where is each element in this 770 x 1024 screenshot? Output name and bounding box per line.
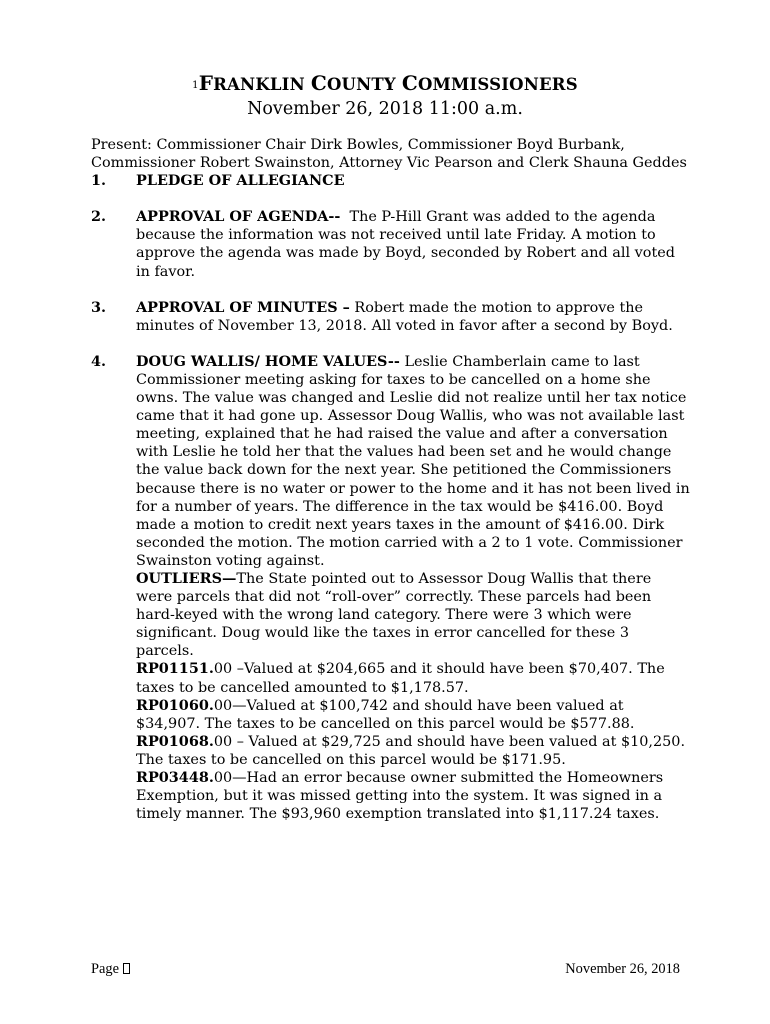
parcel-entry (136, 769, 691, 823)
parcel-id: RP01060. (136, 696, 214, 714)
item-number: 3. (91, 298, 107, 316)
agenda-item-pledge (91, 172, 691, 190)
attendees-paragraph: Present: Commissioner Chair Dirk Bowles, Commissioner Boyd Burbank, Commissioner Robert Swainston, Attorney Vic Pearson and Clerk Shauna Geddes (91, 137, 687, 172)
meeting-date-time: November 26, 2018 11:00 a.m. (247, 99, 523, 119)
outliers-paragraph (136, 570, 691, 660)
parcel-text: 00 –Valued at $204,665 and it should have been $70,407. The taxes to be cancelled amounted to $1,178.57. (136, 661, 665, 696)
page-number-placeholder-icon (123, 963, 130, 974)
parcel-id: RP01068. (136, 732, 214, 750)
parcel-text: 00 – Valued at $29,725 and should have been valued at $10,250. The taxes to be cancelled on this parcel would be $171.95. (136, 733, 686, 768)
document-body (91, 136, 691, 841)
item-number: 2. (91, 208, 107, 226)
document-title: 1FRANKLIN COUNTY COMMISSIONERS (192, 71, 578, 95)
item-heading: APPROVAL OF MINUTES – (136, 298, 350, 316)
item-number: 4. (91, 352, 107, 370)
parcel-entry (136, 697, 691, 733)
parcel-entry (136, 733, 691, 769)
item-text: The P-Hill Grant was added to the agenda because the information was not received until late Friday. A motion to approve the agenda was made by Boyd, seconded by Robert and all voted in favor. (136, 209, 680, 280)
item-heading: PLEDGE OF ALLEGIANCE (136, 172, 345, 190)
agenda-item-approval-of-agenda (91, 208, 691, 280)
document-header (0, 73, 770, 121)
item-heading: DOUG WALLIS/ HOME VALUES-- (136, 352, 400, 370)
page-number-label: Page (91, 961, 130, 978)
parcel-text: 00—Had an error because owner submitted the Homeowners Exemption, but it was missed getting into the system. It was signed in a timely manner. The $93,960 exemption translated into $1,117.24 taxes. (136, 770, 664, 823)
parcel-text: 00—Valued at $100,742 and should have been valued at $34,907. The taxes to be cancelled on this parcel would be $577.88. (136, 697, 635, 732)
footer-date: November 26, 2018 (565, 961, 680, 977)
parcel-id: RP03448. (136, 769, 214, 786)
parcel-id: RP01151. (136, 660, 214, 678)
outliers-text: The State pointed out to Assessor Doug Wallis that there were parcels that did not “roll-over” correctly. These parcels had been hard-keyed with the wrong land category. There were 3 which were significant. Doug would like the taxes in error cancelled for these 3 parcels. (136, 570, 652, 660)
outliers-heading: OUTLIERS— (136, 569, 237, 587)
agenda-item-home-values (91, 353, 691, 823)
footnote-mark: 1 (192, 80, 199, 91)
item-text: Robert made the motion to approve the minutes of November 13, 2018. All voted in favor after a second by Boyd. (136, 299, 673, 334)
item-heading: APPROVAL OF AGENDA-- (136, 208, 341, 226)
agenda-item-approval-of-minutes (91, 299, 691, 335)
item-number: 1. (91, 172, 107, 190)
item-text: Leslie Chamberlain came to last Commissioner meeting asking for taxes to be cancelled on a home she owns. The value was changed and Leslie did not realize until her tax notice came that it had gone up. Assessor Doug Wallis, who was not available last meeting, explained that he had raised the value and after a conversation with Leslie he told her that the values had been set and he would change the value back down for the next year. She petitioned the Commissioners because there is no water or power to the home and it has not been lived in for a number of years. The difference in the tax would be $416.00. Boyd made a motion to credit next years taxes in the amount of $416.00. Dirk seconded the motion. The motion carried with a 2 to 1 vote. Commissioner Swainston voting against. (136, 353, 690, 569)
parcel-entry (136, 660, 691, 696)
